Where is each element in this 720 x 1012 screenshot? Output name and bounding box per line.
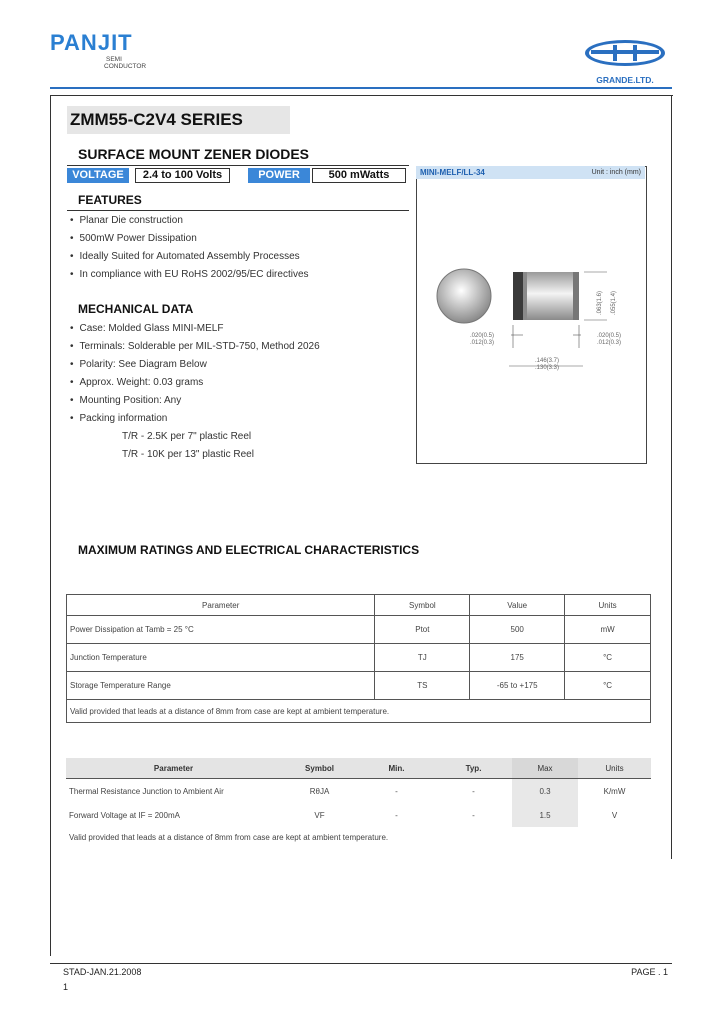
dim-len2: .130(3.3) [535, 365, 560, 371]
table-row [67, 672, 651, 700]
frame-right-line [671, 95, 672, 859]
features-heading: FEATURES [78, 193, 142, 207]
panjit-logo [50, 30, 160, 78]
voltage-value: 2.4 to 100 Volts [135, 168, 230, 183]
logo-sub1: SEMI [106, 56, 122, 63]
logo-pan: PAN [50, 30, 98, 55]
cell: - [395, 786, 398, 796]
col-header: Min. [358, 758, 435, 779]
grande-emblem-icon [583, 38, 667, 68]
features-list [70, 212, 309, 284]
col-header: Value [470, 595, 565, 616]
logo-sub2: CONDUCTOR [104, 63, 147, 70]
footer-date: STAD-JAN.21.2008 [63, 967, 142, 977]
table-note-row [67, 700, 651, 723]
table-note-row [66, 827, 651, 847]
characteristics-table [66, 758, 651, 847]
cell: TJ [375, 644, 470, 672]
cell: mW [565, 616, 651, 644]
dim-len1: .146(3.7) [535, 358, 560, 364]
grande-logo [580, 38, 670, 85]
table-note: Valid provided that leads at a distance of 8mm from case are kept at ambient temperature. [69, 832, 389, 842]
voltage-badge: VOLTAGE [67, 168, 129, 183]
feature-item: • Planar Die construction [70, 212, 309, 230]
power-value: 500 mWatts [312, 168, 406, 183]
packing-item: T/R - 2.5K per 7" plastic Reel [122, 431, 252, 442]
table-header-row [66, 758, 651, 779]
package-unit: Unit : inch (mm) [591, 169, 641, 176]
cell: Ptot [375, 616, 470, 644]
cell: TS [375, 672, 470, 700]
mechanical-heading: MECHANICAL DATA [78, 302, 194, 316]
cell: Power Dissipation at Tamb = 25 °C [67, 616, 375, 644]
cell: 0.3 [512, 779, 578, 804]
cell: RθJA [309, 786, 330, 796]
dim-d4: .012(0.3) [597, 340, 622, 346]
cell: - [472, 810, 475, 820]
cell: -65 to +175 [470, 672, 565, 700]
grande-name: GRANDE.LTD. [596, 75, 654, 85]
page-subtitle: SURFACE MOUNT ZENER DIODES [78, 146, 310, 162]
cell: Forward Voltage at IF = 200mA [69, 810, 180, 820]
cell: 1.5 [512, 803, 578, 827]
dim-dia1: .063(1.6) [597, 290, 603, 315]
cell: K/mW [603, 786, 626, 796]
mechanical-list [70, 320, 320, 464]
footer-page: PAGE . 1 [631, 967, 668, 977]
col-header: Parameter [66, 758, 281, 779]
table-note: Valid provided that leads at a distance of 8mm from case are kept at ambient temperature. [67, 700, 651, 723]
col-header: Symbol [281, 758, 358, 779]
mechanical-item: • Case: Molded Glass MINI-MELF [70, 320, 320, 338]
col-header: Parameter [67, 595, 375, 616]
feature-item: • 500mW Power Dissipation [70, 230, 309, 248]
dim-d3: .020(0.5) [597, 333, 622, 339]
cell: - [472, 786, 475, 796]
col-header: Units [565, 595, 651, 616]
cell: Thermal Resistance Junction to Ambient Air [69, 786, 224, 796]
header-rule [50, 87, 672, 89]
footer-rule [50, 963, 672, 964]
ratings-table [66, 594, 651, 723]
mechanical-item: • Mounting Position: Any [70, 392, 320, 410]
mechanical-item: • Packing information [70, 410, 320, 428]
dim-dia2: .055(1.4) [611, 290, 617, 315]
col-header: Units [578, 758, 651, 779]
cell: Storage Temperature Range [67, 672, 375, 700]
mechanical-item: • Terminals: Solderable per MIL-STD-750, Method 2026 [70, 338, 320, 356]
table-row [67, 644, 651, 672]
cell: V [611, 810, 618, 820]
col-header: Max [512, 758, 578, 779]
features-rule [67, 210, 409, 211]
series-title: ZMM55-C2V4 SERIES [67, 106, 290, 134]
dim-d1: .020(0.5) [470, 333, 495, 339]
logo-jit: JIT [97, 30, 133, 55]
col-header: Symbol [375, 595, 470, 616]
cell: 175 [470, 644, 565, 672]
table-row [67, 616, 651, 644]
mechanical-item: • Polarity: See Diagram Below [70, 356, 320, 374]
dim-d2: .012(0.3) [470, 340, 495, 346]
package-header [416, 166, 645, 179]
package-name: MINI-MELF/LL-34 [420, 168, 485, 177]
cell: °C [565, 672, 651, 700]
cell: Junction Temperature [67, 644, 375, 672]
cell: 500 [470, 616, 565, 644]
feature-item: • In compliance with EU RoHS 2002/95/EC directives [70, 266, 309, 284]
col-header: Typ. [435, 758, 512, 779]
cell: - [395, 810, 398, 820]
diode-drawing-icon [417, 180, 645, 460]
feature-item: • Ideally Suited for Automated Assembly Processes [70, 248, 309, 266]
cell: VF [314, 810, 325, 820]
subtitle-rule [67, 165, 409, 166]
mechanical-item: • Approx. Weight: 0.03 grams [70, 374, 320, 392]
table-header-row [67, 595, 651, 616]
ratings-heading: MAXIMUM RATINGS AND ELECTRICAL CHARACTERISTICS [78, 543, 420, 557]
cell: °C [565, 644, 651, 672]
packing-item: T/R - 10K per 13" plastic Reel [122, 449, 254, 460]
footer-number: 1 [63, 982, 69, 992]
table-row [66, 803, 651, 827]
table-row [66, 779, 651, 804]
power-badge: POWER [248, 168, 310, 183]
